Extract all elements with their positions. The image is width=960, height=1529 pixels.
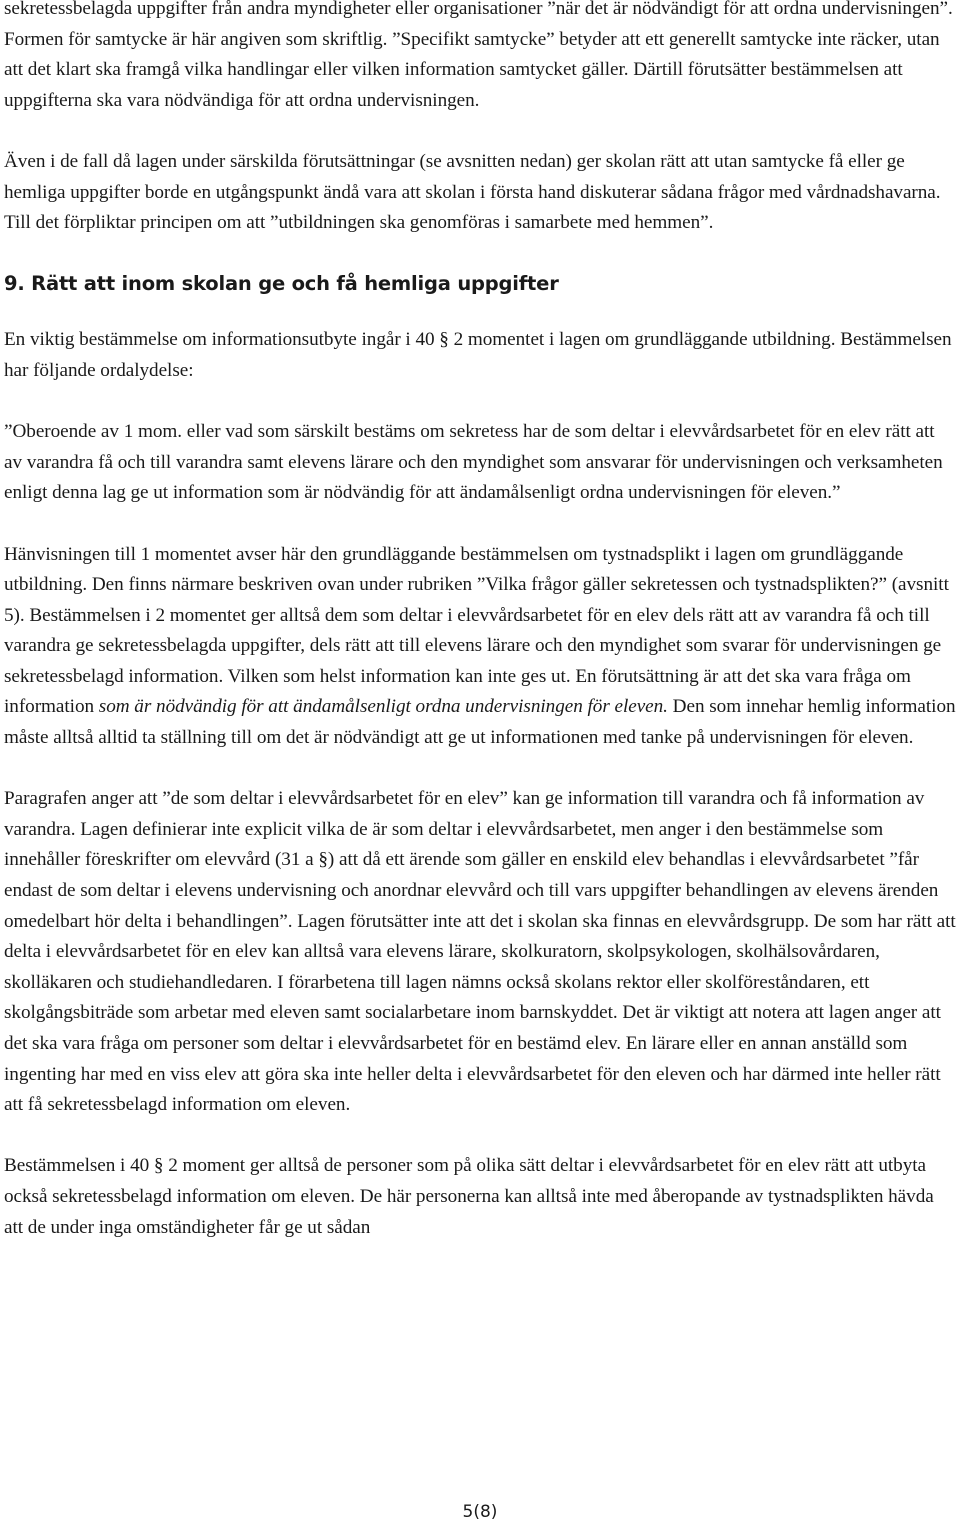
paragraph-guardians: Även i de fall då lagen under särskilda förutsättningar (se avsnitten nedan) ger skolan rätt att utan samtycke få eller ge hemliga uppgifter borde en utgångspunkt ändå vara att skolan i första hand diskuterar sådana frågor med vårdnadshavarna. Till det förpliktar principen om att ”utbildningen ska genomföras i samarbete med hemmen”. (4, 150, 941, 234)
page-number: 5(8) (462, 1502, 498, 1522)
paragraph-consent: sekretessbelagda uppgifter från andra myndigheter eller organisationer ”när det är nödvändigt för att ordna undervisningen”. Formen för samtycke är här angiven som skriftlig. ”Specifikt samtycke” betyder att ett generellt samtycke inte räcker, utan att det klart ska framgå vilka handlingar eller vilken information samtycket gäller. Därtill förutsätter bestämmelsen att uppgifterna ska vara nödvändiga för att ordna undervisningen. (4, 0, 953, 111)
paragraph-provision-intro: En viktig bestämmelse om informationsutbyte ingår i 40 § 2 momentet i lagen om grundläggande utbildning. Bestämmelsen har följande ordalydelse: (4, 329, 952, 381)
paragraph-reference-start: Hänvisningen till 1 momentet avser här den grundläggande bestämmelsen om tystnadsplikt i lagen om grundläggande utbildning. Den finns närmare beskriven ovan under rubriken ”Vilka frågor gäller sekretessen och tystnadsplikten?” (avsnitt 5). Bestämmelsen i 2 momentet ger alltså dem som deltar i elevvårdsarbetet för en elev dels rätt att av varandra få och till varandra ge sekretessbelagda uppgifter, dels rätt att till elevens lärare och den myndighet som svarar för undervisningen ge sekretessbelagd information. Vilken som helst information kan inte ges ut. En förutsättning är att det ska vara fråga om information (4, 543, 949, 718)
paragraph-participants: Paragrafen anger att ”de som deltar i elevvårdsarbetet för en elev” kan ge information till varandra och få information av varandra. Lagen definierar inte explicit vilka de är som deltar i elevvårdsarbetet, men anger i den bestämmelse som innehåller föreskrifter om elevvård (31 a §) att då ett ärende som gäller en enskild elev behandlas i elevvårdsarbetet ”får endast de som deltar i elevens undervisning och anordnar elevvård och till vars uppgifter behandlingen av elevens ärenden omedelbart hör delta i behandlingen”. Lagen förutsätter inte att det i skolan ska finnas en elevvårdsgrupp. De som har rätt att delta i elevvårdsarbetet för en elev kan alltså vara elevens lärare, skolkuratorn, skolpsykologen, skolhälsovårdaren, skolläkaren och studiehandledaren. I förarbetena till lagen nämns också skolans rektor eller skolföreståndaren, ett skolgångsbiträde som arbetar med eleven samt socialarbetare inom barnskyddet. Det är viktigt att notera att lagen anger att det ska vara fråga om personer som deltar i elevvårdsarbetet för en bestämd elev. En lärare eller en annan anställd som ingenting har med en viss elev att göra ska inte heller delta i elevvårdsarbetet för den eleven och har därmed inte heller rätt att få sekretessbelagd information om eleven. (4, 788, 956, 1116)
document-page (4, 0, 956, 1274)
paragraph-reference-italic: som är nödvändig för att ändamålsenligt ordna undervisningen för eleven. (98, 696, 668, 718)
paragraph-reference-end: Den som innehar hemlig information måste alltså alltid ta ställning till om det är nödvändigt att ge ut informationen med tanke på undervisningen för eleven. (4, 696, 956, 749)
section-heading: 9. Rätt att inom skolan ge och få hemliga uppgifter (4, 272, 559, 296)
paragraph-provision-quote: ”Oberoende av 1 mom. eller vad som särskilt bestäms om sekretess har de som deltar i elevvårdsarbetet för en elev rätt att av varandra få och till varandra samt elevens lärare och den myndighet som ansvarar för undervisningen och verksamheten enligt denna lag ge ut information som är nödvändig för att ändamålsenligt ordna undervisningen för eleven.” (4, 421, 943, 504)
paragraph-exchange: Bestämmelsen i 40 § 2 moment ger alltså de personer som på olika sätt deltar i elevvårdsarbetet för en elev rätt att utbyta också sekretessbelagd information om eleven. De här personerna kan alltså inte med åberopande av tystnadsplikten hävda att de under inga omständigheter får ge ut sådan (4, 1155, 934, 1238)
paragraph-reference (4, 540, 956, 754)
